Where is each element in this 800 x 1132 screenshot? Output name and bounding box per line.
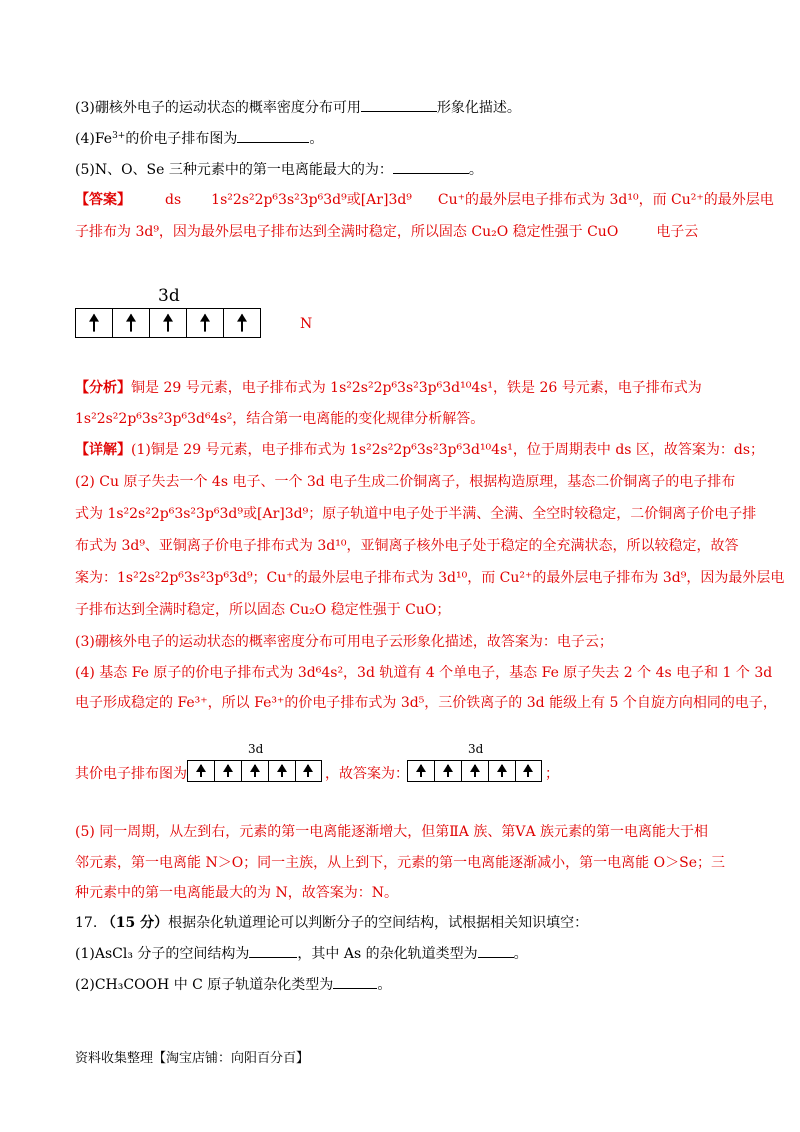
spin-up-arrow-icon (527, 765, 529, 777)
question-5 (75, 160, 483, 180)
orbital-cell (224, 309, 259, 337)
detail-line-6: 子排布达到全满时稳定，所以固态 Cu₂O 稳定性强于 CuO； (75, 602, 451, 618)
detail-line-13: 种元素中的第一电离能最大的为 N，故答案为：N。 (75, 885, 398, 901)
q4-prefix: (4)Fe (75, 131, 113, 147)
detail-box-label-2: 3d (468, 742, 484, 756)
q17-p2-text: (2)CH₃COOH 中 C 原子轨道杂化类型为 (75, 977, 334, 993)
answer-orbital-label: 3d (158, 286, 180, 306)
answer-orbital-diagram (75, 308, 261, 338)
spin-up-arrow-icon (241, 315, 243, 332)
analysis-line-1 (75, 378, 702, 398)
orbital-cell (462, 761, 489, 781)
detail-line-5: 案为：1s²2s²2p⁶3s²3p⁶3d⁹；Cu⁺的最外层电子排布式为 3d¹⁰，而 Cu²⁺的最外层电子排布为 3d⁹，因为最外层电 (75, 570, 785, 586)
spin-up-arrow-icon (130, 315, 132, 332)
q4-blank (237, 130, 309, 143)
q17-number: 17. (75, 915, 98, 931)
answer-5: N (300, 316, 313, 332)
detail-line-3: 式为 1s²2s²2p⁶3s²3p⁶3d⁹或[Ar]3d⁹；原子轨道中电子处于半满、全满、全空时较稳定，二价铜离子价电子排 (75, 506, 757, 522)
answer-3-part1: Cu⁺的最外层电子排布式为 3d¹⁰，而 Cu²⁺的最外层电 (437, 192, 774, 208)
orbital-cell (516, 761, 540, 781)
q17-p1-text: (1)AsCl₃ 分子的空间结构为 (75, 946, 250, 962)
detail-line-2: (2) Cu 原子失去一个 4s 电子、一个 3d 电子生成二价铜离子，根据构造原理，基态二价铜离子的电子排布 (75, 474, 736, 490)
q3-after: 形象化描述。 (436, 100, 521, 116)
spin-up-arrow-icon (501, 765, 503, 777)
q17-p2-blank (333, 976, 377, 989)
detail-box-label-1: 3d (248, 742, 264, 756)
spin-up-arrow-icon (93, 315, 95, 332)
orbital-cell (408, 761, 435, 781)
answer-2: 1s²2s²2p⁶3s²3p⁶3d⁹或[Ar]3d⁹ (211, 192, 412, 208)
q17-p1-blank-1 (249, 945, 297, 958)
q17-text: 根据杂化轨道理论可以判断分子的空间结构，试根据相关知识填空： (168, 915, 589, 931)
question-3 (75, 98, 521, 118)
q17-p1-blank-2 (478, 945, 514, 958)
detail-text-10a: 其价电子排布图为 (75, 766, 187, 782)
q4-end: 。 (309, 131, 324, 147)
q5-blank (393, 161, 469, 174)
question-17-part-2 (75, 975, 391, 995)
orbital-cell (150, 309, 187, 337)
orbital-cell (435, 761, 462, 781)
detail-line-4: 布式为 3d⁹、亚铜离子价电子排布式为 3d¹⁰，亚铜离子核外电子处于稳定的全充满状态，所以较稳定，故答 (75, 538, 739, 554)
q4-sup: 3+ (112, 131, 126, 141)
spin-up-arrow-icon (254, 765, 256, 777)
answer-1: ds (165, 192, 182, 208)
spin-up-arrow-icon (167, 315, 169, 332)
q17-p1-end: 。 (513, 946, 528, 962)
q3-blank (361, 99, 437, 112)
detail-line-8: (4) 基态 Fe 原子的价电子排布式为 3d⁶4s²，3d 轨道有 4 个单电子，基态 Fe 原子失去 2 个 4s 电子和 1 个 3d (75, 665, 773, 681)
detail-tag: 【详解】 (75, 442, 131, 458)
detail-line-1 (75, 440, 764, 460)
analysis-tag: 【分析】 (75, 380, 131, 396)
detail-text-10c: ； (545, 766, 559, 782)
orbital-cell (215, 761, 242, 781)
q5-end: 。 (468, 162, 483, 178)
answer-line-1 (75, 190, 774, 210)
q17-p2-end: 。 (377, 977, 392, 993)
q3-text: (3)硼核外电子的运动状态的概率密度分布可用 (75, 100, 361, 116)
spin-up-arrow-icon (474, 765, 476, 777)
detail-text-1: (1)铜是 29 号元素，电子排布式为 1s²2s²2p⁶3s²3p⁶3d¹⁰4s¹，位于周期表中 ds 区，故答案为：ds； (131, 442, 765, 458)
orbital-cell (76, 309, 113, 337)
spin-up-arrow-icon (200, 765, 202, 777)
spin-up-arrow-icon (447, 765, 449, 777)
q4-text: 的价电子排布图为 (125, 131, 238, 147)
detail-line-12: 邻元素，第一电离能 N＞O；同一主族，从上到下，元素的第一电离能逐渐减小，第一电离能 O＞Se；三 (75, 855, 725, 871)
q17-score: （15 分） (101, 915, 169, 931)
answer-tag: 【答案】 (75, 192, 131, 208)
question-4 (75, 129, 323, 149)
orbital-cell (242, 761, 269, 781)
orbital-cell (296, 761, 320, 781)
orbital-cell (188, 761, 215, 781)
detail-orbital-diagram-2 (407, 760, 542, 782)
question-17 (75, 913, 588, 933)
q5-text: (5)N、O、Se 三种元素中的第一电离能最大的为： (75, 162, 393, 178)
orbital-cell (113, 309, 150, 337)
answer-3-part2: 子排布为 3d⁹，因为最外层电子排布达到全满时稳定，所以固态 Cu₂O 稳定性强于 CuO (75, 224, 619, 240)
analysis-text-2: 1s²2s²2p⁶3s²3p⁶3d⁶4s²，结合第一电离能的变化规律分析解答。 (75, 411, 485, 427)
spin-up-arrow-icon (204, 315, 206, 332)
detail-text-10b: ，故答案为： (325, 766, 409, 782)
detail-line-11: (5) 同一周期，从左到右，元素的第一电离能逐渐增大，但第ⅡA 族、第ⅤA 族元素的第一电离能大于相 (75, 824, 709, 840)
orbital-cell (489, 761, 516, 781)
question-17-part-1 (75, 944, 528, 964)
detail-orbital-diagram-1 (187, 760, 322, 782)
page-footer: 资料收集整理【淘宝店铺：向阳百分百】 (75, 1051, 310, 1066)
orbital-cell (187, 309, 224, 337)
answer-4: 电子云 (656, 224, 699, 240)
spin-up-arrow-icon (227, 765, 229, 777)
orbital-cell (269, 761, 296, 781)
detail-line-7: (3)硼核外电子的运动状态的概率密度分布可用电子云形象化描述，故答案为：电子云； (75, 634, 613, 650)
answer-line-2 (75, 222, 698, 242)
q17-p1-text-2: ，其中 As 的杂化轨道类型为 (297, 946, 478, 962)
spin-up-arrow-icon (281, 765, 283, 777)
detail-line-9: 电子形成稳定的 Fe³⁺，所以 Fe³⁺的价电子排布式为 3d⁵，三价铁离子的 3d 能级上有 5 个自旋方向相同的电子， (75, 695, 777, 711)
spin-up-arrow-icon (307, 765, 309, 777)
analysis-line-2 (75, 409, 484, 429)
analysis-text-1: 铜是 29 号元素，电子排布式为 1s²2s²2p⁶3s²3p⁶3d¹⁰4s¹，铁是 26 号元素，电子排布式为 (131, 380, 702, 396)
spin-up-arrow-icon (420, 765, 422, 777)
